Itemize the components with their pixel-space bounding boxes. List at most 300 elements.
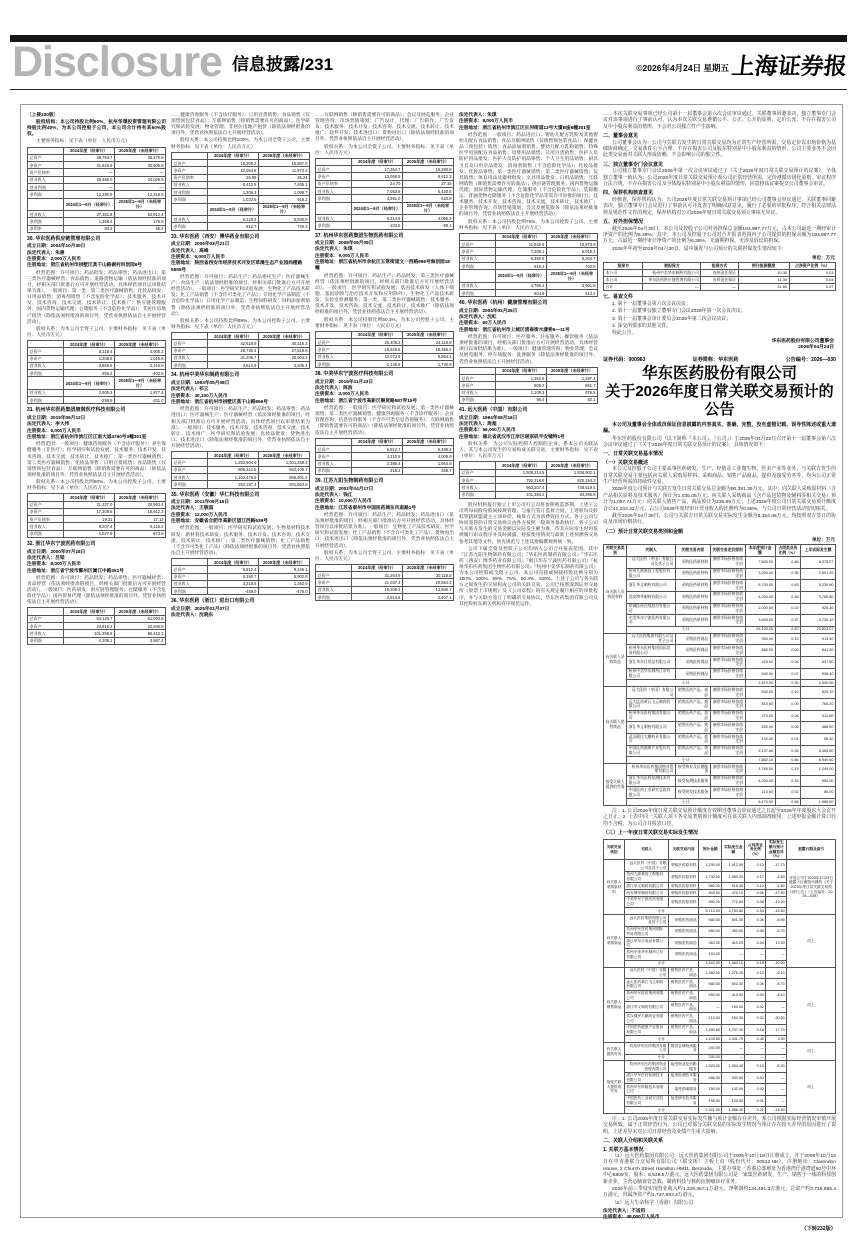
table-cell: 25,406.3: [351, 339, 402, 346]
table-cell: 1,394.40: [722, 1061, 745, 1072]
company-info-line: 注册资本：40,100万人民币: [171, 392, 228, 398]
table-cell: 7,208.1: [495, 248, 546, 255]
continuation-note: （下转232版）: [801, 1225, 836, 1232]
table-cell: 0.06: [745, 915, 766, 926]
table-row: [460, 289, 598, 296]
table-row: [28, 637, 166, 644]
table-cell: 2025年度（未经审计）: [546, 462, 597, 469]
announcement-title: [603, 365, 836, 419]
financial-table: [315, 564, 454, 601]
table-cell: 浙江华义制药有限公司: [624, 883, 668, 890]
company-info-line: 注册资本：56,000万人民币: [459, 427, 516, 433]
table-cell: 参照市场价格协商定价: [710, 645, 745, 657]
table-cell: 1,301,258.3: [258, 459, 309, 466]
table-cell: 参照市场价格协商定价: [710, 568, 745, 580]
table-cell: 315.2: [351, 467, 402, 474]
table-cell: 10.30: [738, 270, 789, 277]
table-cell: 456.00: [699, 1072, 722, 1083]
table-row: [604, 745, 836, 757]
table-cell: [316, 202, 352, 214]
table-row: [604, 277, 836, 284]
table-cell: 24,118.9: [402, 339, 453, 346]
company-info-line: 注册地址：浙江省宁波市高新区聚贤路587弄15号: [315, 397, 418, 403]
table-cell: 1,208.8: [63, 355, 114, 362]
table-cell: 5,713.00: [699, 908, 722, 915]
table-cell: 向关联人销售商品: [604, 967, 625, 1042]
table-row: [172, 332, 310, 339]
table-block: [459, 367, 598, 404]
table-cell: 5,318.4: [63, 348, 114, 355]
table-cell: 410.20: [722, 937, 745, 948]
text-column-2: [171, 112, 310, 1210]
table-cell: 27,519.6: [258, 347, 309, 354]
table-cell: [316, 158, 352, 165]
table-cell: 0.22: [775, 603, 801, 615]
masthead: [10, 38, 849, 88]
table-cell: 905.2: [495, 382, 546, 389]
table-cell: 5,214.8: [351, 214, 402, 221]
company-info-block: [171, 606, 310, 619]
table-row: [28, 523, 166, 530]
table-row: [604, 799, 836, 806]
table-cell: 采购医药原材料: [675, 556, 710, 568]
table-cell: 同上: [787, 967, 836, 1042]
table-cell: 1,730.00: [699, 871, 722, 882]
table-cell: 参照市场价格协商定价: [710, 745, 745, 757]
table-cell: 764.20: [801, 698, 836, 710]
table-row: [460, 476, 598, 483]
table-row: [28, 218, 166, 225]
table-cell: 0.21: [745, 1107, 766, 1114]
table-cell: 5,902.8: [258, 573, 309, 580]
table-cell: 0.10: [775, 687, 801, 699]
company-info-line: 成立日期：2006年03月21日: [171, 241, 230, 247]
table-cell: 31,264.9: [351, 572, 402, 579]
table-cell: 2024年度（经审计）: [63, 494, 114, 501]
table-cell: 18,920.5: [351, 346, 402, 353]
table-cell: 中国医药工业研究总院有限公司: [627, 787, 676, 799]
table-row: [604, 580, 836, 592]
body-paragraph: （2）远大生命科学（香港）有限公司: [612, 1200, 693, 1206]
table-cell: 17.13: [114, 516, 165, 523]
table-cell: 资产负债率: [172, 174, 208, 181]
table-row: [28, 389, 166, 396]
announcement-title-line2: 关于2026年度日常关联交易预计的公告: [605, 382, 834, 418]
table-cell: 杭州华东医药集团物业管理有限公司: [627, 764, 676, 776]
table-cell: -10.90: [766, 960, 787, 967]
table-cell: 总资产: [28, 615, 64, 622]
table-cell: [172, 152, 208, 159]
table-cell: 净利润: [28, 397, 64, 404]
section-heading: 33. 华东医药（西安）博华药业有限公司: [171, 233, 260, 240]
table-cell: 2025年度（未经审计）: [114, 608, 165, 615]
table-cell: 净利润: [28, 370, 64, 377]
table-cell: 0.07: [775, 668, 801, 680]
table-cell: 6,375.07: [801, 556, 836, 568]
table-cell: 860.00: [745, 645, 775, 657]
table-row: [316, 460, 454, 467]
table-cell: 参照市场价格协商定价: [710, 687, 745, 699]
table-cell: 2024年1—9月（经审计）: [351, 202, 402, 214]
table-cell: 净利润: [316, 467, 352, 474]
table-cell: 本年度预计金额: [745, 545, 775, 557]
table-cell: 7,600.00: [745, 556, 775, 568]
table-cell: 1,088.7: [258, 189, 309, 196]
table-row: [460, 262, 598, 269]
body-paragraph: 经营范围：许可项目：药品生产；药品批发；第三类医疗器械经营（依法须经批准的项目，经相关部门批准后方可开展经营活动）。一般项目：医学研究和试验发展；基因技术研发（人体干细胞、基因诊断与治疗技术开发和应用除外）；生物化工产品技术研发；实验室检测服务；第一类、第二类医疗器械销售；技术服务、技术开发、技术咨询、技术交流、技术转让、技术推广（除依法须经批准的项目外，凭营业执照依法自主开展经营活动）。: [315, 272, 454, 315]
table-block: [27, 607, 166, 644]
table-cell: 2024年度（经审计）: [495, 462, 546, 469]
table-cell: -402.5: [114, 370, 165, 377]
table-cell: 2025年度（未经审计）: [258, 332, 309, 339]
table-cell: 华东医药供应链管理有限公司: [643, 277, 701, 284]
table-cell: -103.5: [351, 222, 402, 229]
table-cell: -459.0: [207, 588, 258, 595]
table-cell: 1,730.9: [402, 360, 453, 367]
table-cell: 913.40: [801, 633, 836, 645]
table-cell: 30,118.5: [402, 572, 453, 579]
table-row: [316, 453, 454, 460]
table-row: [28, 176, 166, 183]
financial-table: [315, 331, 454, 368]
table-cell: 0.01: [745, 1095, 766, 1106]
table-cell: 1,287.4: [546, 374, 597, 381]
table-row: [28, 608, 166, 615]
table-row: [460, 255, 598, 262]
table-cell: [28, 341, 64, 348]
table-cell: [460, 462, 496, 469]
table-cell: [172, 452, 208, 459]
table-block: [27, 147, 166, 233]
table-cell: 总资产: [172, 459, 208, 466]
table-cell: 0.06: [745, 979, 766, 990]
table-cell: [460, 270, 496, 282]
table-cell: 接受研发技术服务: [675, 787, 710, 799]
table-cell: 865,301.2: [258, 473, 309, 480]
section-title-text: 信息披露: [232, 55, 300, 74]
table-cell: 关联人: [627, 545, 676, 557]
company-info-block: [603, 1208, 836, 1221]
table-cell: 210.00: [745, 787, 775, 799]
brand-wordmark: Disclosure: [12, 38, 222, 86]
table-cell: -4.60: [766, 883, 787, 890]
table-cell: 采购医药商品: [668, 937, 698, 948]
table-cell: 2,000.00: [745, 603, 775, 615]
table-cell: 915.40: [722, 883, 745, 890]
table-cell: 净资产: [172, 347, 208, 354]
table-cell: 16,309.2: [207, 159, 258, 166]
body-paragraph: 主要财务指标：见下表（单位：人民币万元）: [36, 138, 130, 144]
table-row: [316, 339, 454, 346]
table-row: [172, 167, 310, 174]
table-unit-note: 单位：万元: [812, 537, 835, 543]
table-cell: 2,410.9: [114, 362, 165, 369]
table-cell: 浙江华东日用品有限公司: [624, 937, 668, 948]
body-paragraph: 截至2026年04月30日，公司与关联方日常关联交易实际发生金额为8,354.06万元，均按照双方签订的协议及市场价格执行。: [603, 513, 836, 526]
table-cell: 6,115.2: [114, 523, 165, 530]
table-cell: 总资产: [28, 501, 64, 508]
table-cell: 1,985.00: [801, 799, 836, 806]
body-paragraph: 2026年度公司预计与关联方发生日常关联交易总金额为90,391.35万元，其中：向关联人采购原材料（含产品相关原料及技术服务）预计为1,035.05万元；向关联人采购商品（含产品包装物及辅料等相关交易）预计为1,057.71万元；向关联人销售产品、商品预计为235.95万元；上述2026年度公司日常关联交易预计额度合计41,233.32万元，占公司2025年度经审计营业收入的比例约为0.98%，与公司日常经营活动密切相关。: [603, 487, 836, 512]
company-info-line: 注册地址：浙江省杭州市上城区清泰街水漾桥6—11号: [459, 326, 570, 332]
table-cell: 6,912.7: [351, 445, 402, 452]
table-cell: 35,480.0: [63, 176, 114, 183]
table-cell: 5,700.00: [745, 580, 775, 592]
table-cell: 450.00: [699, 990, 722, 1001]
body-paragraph: 股份机构报行独立上市公司打公司将参照被监察期，上述子公司将每届股份股间按规管理，与报行签订监督合同，上述股份及股权管辖联盟就主立项补偿，核算方式为清费管拉方式。各子公司与协同签管的日常交易协议由各方按照一般商务条款执行，各子公司与关联方发生的交易金额以实际发生额为准，待其实际发生时再依规履行审议程序并及时披露，将按使用情况与最新上述预测各交易参考其他等文件，预先规范与上述其他编撰规则统一致。: [459, 501, 598, 544]
table-cell: 珍诚医药在线股份有限公司: [627, 603, 676, 615]
body-paragraph: 股权关系：为本公司全资子公司。主要财务指标：见下表（单位：人民币万元）: [27, 325, 166, 337]
text-column-3: [315, 112, 454, 1210]
table-cell: 52,912.4: [114, 211, 165, 218]
table-cell: 4,200.00: [745, 775, 775, 787]
table-row: [172, 159, 310, 166]
body-paragraph: 经营范围：许可项目：药品批发；药品零售；医疗器械经营；食品经营（依法须经批准的项目，经相关部门批准后方可开展经营活动）。一般项目：医药研发；供应链管理服务；仓储服务（不含危险化学品）；国内贸易代理（除依法须经批准的项目外，凭营业执照依法自主开展经营活动）。: [27, 574, 166, 605]
table-cell: 销售医药产品、商品: [675, 745, 710, 757]
table-cell: 武汉健民大鹏药业有限公司: [627, 733, 676, 745]
table-cell: 132.00: [745, 733, 775, 745]
table-cell: 净利润: [172, 223, 208, 230]
table-cell: 0.53: [745, 908, 766, 915]
table-cell: 杭州华东医药集团有限公司: [627, 710, 676, 722]
table-cell: 330.00: [722, 1072, 745, 1083]
table-cell: 3,205.4: [258, 362, 309, 369]
table-cell: —: [766, 1054, 787, 1061]
body-paragraph: ……互联网销售（除销售需要许可的商品）；会议及展览服务；企业管理咨询；市场营销策划；广告设计、代理；广告制作；广告发布；技术服务、技术开发、技术咨询、技术交流、技术转让、技术推广；软件开发；技术进出口；货物进出口（除依法须经批准的项目外，凭营业执照依法自主开展经营活动）。: [315, 112, 454, 142]
section-heading: 五、对外担保情况: [603, 219, 644, 225]
table-cell: 销售医药产品、商品: [668, 1001, 698, 1012]
table-cell: 远大医药集团有限公司及其子公司: [624, 915, 668, 926]
table-cell: 40,215.3: [258, 340, 309, 347]
table-cell: 1,012.50: [722, 860, 745, 871]
company-info-line: 注册地址：浙江省杭州市余杭区五常街道文一西路998号海创园18幢: [315, 259, 450, 271]
company-info-line: 成立日期：2004年02月26日: [459, 307, 518, 313]
table-cell: 浙江华东日用品有限公司: [627, 657, 676, 669]
table-cell: 营业收入: [316, 214, 352, 221]
table-cell: 总资产: [316, 445, 352, 452]
table-cell: 0.04: [775, 657, 801, 669]
table-cell: [28, 377, 64, 389]
table-cell: 杭州华东医药集团有限公司: [624, 1043, 668, 1054]
section-heading: 30. 华东医药供应链管理有限公司: [27, 235, 101, 242]
table-cell: 接受关联人提供的劳务: [604, 1061, 625, 1114]
table-row: [28, 494, 166, 501]
table-cell: [172, 558, 208, 565]
table-cell: 采购医药原材料: [675, 603, 710, 615]
table-row: [172, 588, 310, 595]
table-cell: 1,707.30: [722, 1024, 745, 1035]
table-cell: 2024年度（经审计）: [495, 367, 546, 374]
section-heading: 31. 杭州华东医药集团康润医疗科技有限公司: [27, 407, 126, 414]
financial-table: [603, 839, 836, 1114]
company-info-line: 法定代表人：沈虹: [459, 314, 497, 320]
table-cell: —: [114, 184, 165, 191]
company-info-line: 注册地址：浙江省杭州市滨江区江南大道4760号3幢301室: [27, 434, 147, 440]
table-cell: 925.30: [801, 603, 836, 615]
table-cell: 96,412.3: [114, 630, 165, 637]
table-cell: 净资产: [28, 623, 64, 630]
table-row: [604, 775, 836, 787]
table-cell: 0.05: [745, 926, 766, 937]
table-cell: 预计担保额度: [738, 263, 789, 270]
table-cell: 营业收入: [28, 211, 64, 218]
company-info-block: [459, 308, 598, 333]
table-row: [28, 225, 166, 232]
table-cell: 向关联人提供劳务: [604, 1043, 625, 1061]
table-cell: -14.40: [766, 1107, 787, 1114]
table-cell: 3,812.9: [207, 362, 258, 369]
table-row: [172, 196, 310, 203]
table-cell: 1,358.4: [63, 218, 114, 225]
table-cell: 1,760.00: [745, 764, 775, 776]
table-cell: 0.15: [745, 960, 766, 967]
table-cell: -8.90: [766, 915, 787, 926]
company-info-line: 注册地址：湖北省武汉市江岸区谌家矶平安铺特1号: [459, 433, 565, 439]
table-row: [28, 198, 166, 210]
table-cell: [28, 608, 64, 615]
table-cell: 2,386.4: [351, 460, 402, 467]
table-cell: 担保方式: [701, 263, 738, 270]
table-cell: 营业收入: [172, 473, 208, 480]
table-row: [28, 169, 166, 176]
table-cell: 2025年1—9月（未经审计）: [114, 377, 165, 389]
table-cell: 21,037.4: [351, 579, 402, 586]
table-cell: 2024年度（经审计）: [351, 331, 402, 338]
table-cell: 82.1: [546, 396, 597, 403]
newspaper-name: 上海证券报: [730, 54, 849, 79]
table-cell: 15,887.5: [258, 159, 309, 166]
table-cell: 参照市场价格协商定价: [710, 580, 745, 592]
section-heading: 39. 江苏九阳生物制药有限公司: [315, 478, 384, 485]
table-cell: 披露日期及索引: [787, 839, 836, 860]
table-block: [27, 340, 166, 404]
table-cell: 24.70: [351, 180, 402, 187]
table-cell: 营业收入: [172, 181, 208, 188]
table-cell: 总资产: [316, 166, 352, 173]
table-cell: 销售医药产品、商品: [668, 967, 698, 978]
company-info-line: 注册资本：9,000万人民币: [315, 252, 369, 258]
table-cell: 远大医药集团有限公司及其子公司: [627, 633, 676, 645]
table-cell: 0.30: [775, 680, 801, 687]
table-cell: 0.02: [745, 1001, 766, 1012]
table-cell: 96.40: [801, 733, 836, 745]
company-info-line: 法定代表人：李大伟: [27, 421, 70, 427]
table-cell: 关联交易类别: [604, 545, 627, 557]
company-info-line: 成立日期：2015年06月12日: [27, 414, 86, 420]
table-cell: 3,961.8: [546, 282, 597, 289]
table-cell: 担保方: [604, 263, 643, 270]
company-info-line: 法定代表人：朱鼎: [27, 249, 65, 255]
table-cell: [316, 331, 352, 338]
body-paragraph: 4. 深交所要求的其他文件。: [612, 323, 672, 329]
table-cell: 842,109.7: [258, 466, 309, 473]
table-cell: 15,290.8: [402, 166, 453, 173]
company-info-block: [459, 112, 598, 131]
table-cell: [172, 203, 208, 215]
table-cell: 11,542.6: [495, 241, 546, 248]
table-cell: 小计: [624, 908, 698, 915]
table-cell: 101,358.6: [63, 630, 114, 637]
table-cell: 1,249.00: [801, 764, 836, 776]
body-paragraph: 公司董事会认为：公司与关联方发生的日常关联交易均为正常生产经营所需，交易定价以市场价格为基础协商确定，交易条件公平合理，不存在损害公司及股东特别是中小股东利益的情形，公司主要业务不会因此类交易而对关联人形成依赖，不会影响公司的独立性。: [603, 140, 836, 159]
table-cell: 净资产: [28, 162, 64, 169]
table-row: [28, 516, 166, 523]
table-cell: 702.5: [546, 262, 597, 269]
table-row: [604, 556, 836, 568]
table-cell: 6,485.3: [402, 445, 453, 452]
table-cell: 浙江华义制药有限公司: [624, 1001, 668, 1012]
table-cell: 接受关联人提供的劳务: [604, 764, 627, 806]
table-cell: 净利润: [172, 588, 208, 595]
table-row: [172, 181, 310, 188]
table-cell: 3,760.80: [801, 591, 836, 603]
table-cell: 64,120.7: [63, 615, 114, 622]
table-cell: 9,207.4: [63, 523, 114, 530]
table-cell: 2024年1—9月（经审计）: [207, 203, 258, 215]
body-paragraph: 1. 第十一届董事会第六次会议决议；: [612, 301, 691, 307]
table-cell: 采购医药商品: [675, 657, 710, 669]
table-cell: —: [766, 1001, 787, 1012]
table-cell: 远大医药黄石飞云制药有限公司: [624, 979, 668, 990]
table-row: [460, 491, 598, 498]
table-cell: 312.60: [801, 710, 836, 722]
table-cell: 连带责任保证: [701, 270, 738, 277]
table-cell: [316, 438, 352, 445]
body-paragraph: 经核查，保荐机构认为：公司2026年度日常关联交易预计事项已经公司董事会审议通过，关联董事回避表决，独立董事专门会议进行了事前认可并发表了明确同意意见，履行了必要的审批程序，符合相关法律法规及规范性文件的规定，保荐机构对公司2026年度日常关联交易预计事项无异议。: [603, 197, 836, 216]
masthead-rule: [10, 89, 847, 90]
company-info-line: 成立日期：2011年09月15日: [171, 499, 230, 505]
table-row: [460, 241, 598, 248]
company-info-line: 注册地址：江苏省泰州市中国医药城东风南路1号: [315, 504, 417, 510]
table-cell: 小计: [624, 1107, 698, 1114]
table-cell: 采购医药原材料: [675, 568, 710, 580]
company-info-block: [27, 415, 166, 440]
text-column-4: [459, 112, 598, 1210]
table-cell: 890.00: [699, 896, 722, 907]
table-row: [604, 839, 836, 860]
table-cell: 杭州华东医药集团国际贸易有限公司: [624, 926, 668, 937]
table-cell: 参照市场价格协商定价: [710, 633, 745, 645]
table-cell: 1,360.00: [699, 967, 722, 978]
company-info-line: 注册资本：5,000万人民币: [27, 427, 81, 433]
table-cell: 140.00: [699, 949, 722, 960]
financial-table: [315, 438, 454, 475]
table-cell: 806,312.5: [207, 466, 258, 473]
body-paragraph: 注：1. 公司2026年度日常关联交易预计额度有效期自董事会审议通过之日起至2026年年度股东大会召开之日止；2. 上表中同一关联人项下各交易类别预计额度可在该关联人内部调剂使用，上述申报金额计算口径均不含税，为公司合并报表口径。: [603, 809, 836, 827]
table-cell: -47.90: [766, 890, 787, 897]
table-cell: 4,730.10: [801, 615, 836, 627]
table-row: [172, 459, 310, 466]
table-cell: 176.9: [114, 218, 165, 225]
table-cell: 营业收入: [28, 630, 64, 637]
table-cell: 26.09: [207, 174, 258, 181]
table-cell: 采购医药原材料: [675, 615, 710, 627]
table-cell: 浙江华东医药检测技术有限公司: [627, 775, 676, 787]
table-cell: 0.15: [745, 1061, 766, 1072]
table-cell: 861.7: [546, 382, 597, 389]
table-cell: 5,204.7: [546, 255, 597, 262]
body-paragraph: 股权关系：本公司持股比例100%，为本公司全资子公司。主要财务指标：见下表（单位：人民币万元）: [171, 137, 310, 149]
table-cell: 2024年1—9月（经审计）: [63, 198, 114, 210]
table-row: [172, 354, 310, 361]
table-cell: 参照市场价格协商定价: [710, 733, 745, 745]
table-cell: 净资产: [28, 508, 64, 515]
table-cell: 采购医药商品: [668, 926, 698, 937]
table-cell: 0.45: [775, 775, 801, 787]
company-info-line: 注册资本：12,000万人民币: [171, 511, 228, 517]
table-cell: —: [699, 1001, 722, 1012]
table-cell: 向关联人采购商品: [604, 915, 625, 968]
